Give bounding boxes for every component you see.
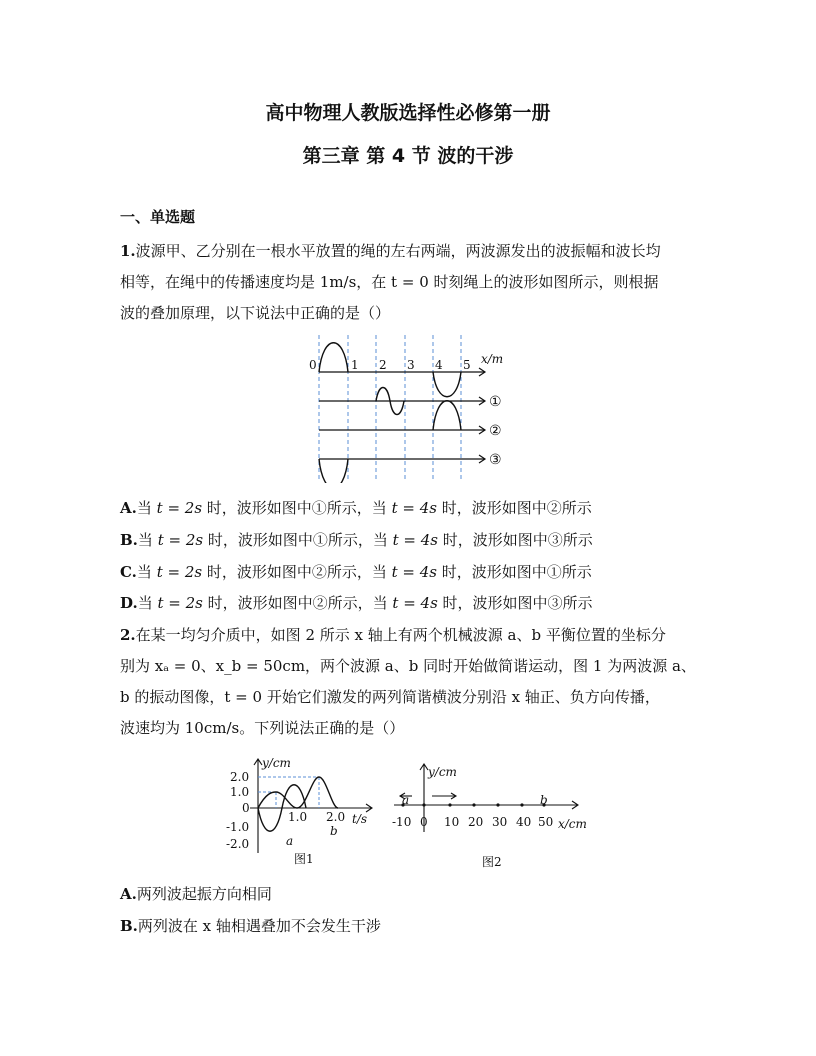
option-text: 当	[136, 563, 157, 581]
q2-option-a[interactable]	[120, 883, 272, 904]
option-text: 两列波在 x 轴相遇叠加不会发生干涉	[137, 917, 381, 935]
option-math: t = 4s	[392, 594, 438, 612]
axis-label: x/m	[481, 352, 504, 366]
option-math: t = 2s	[156, 563, 203, 581]
wave-row2	[433, 401, 461, 430]
option-math: t = 4s	[392, 531, 438, 549]
option-label: A.	[120, 885, 137, 903]
figure-caption: 图2	[482, 855, 502, 869]
option-b[interactable]	[120, 529, 593, 550]
wave-top-right	[433, 372, 461, 397]
question-1-stem	[120, 236, 700, 329]
q2-option-b[interactable]	[120, 915, 381, 936]
question-2-line-1: 在某一均匀介质中，如图 2 所示 x 轴上有两个机械波源 a、b 平衡位置的坐标分	[135, 626, 666, 644]
option-text: 时，波形如图中②所示	[436, 499, 592, 517]
source-b-label: b	[540, 793, 548, 807]
curve-a-label: a	[286, 834, 294, 848]
option-d[interactable]	[120, 592, 593, 613]
question-2-line-4: 波速均为 10cm/s。下列说法正确的是（）	[120, 719, 405, 737]
x-tick: 40	[516, 815, 532, 829]
option-math: t = 2s	[157, 531, 204, 549]
x-tick: 1.0	[288, 810, 308, 824]
option-c[interactable]	[120, 561, 592, 582]
x-tick: 0	[420, 815, 428, 829]
curve-b-label: b	[330, 824, 338, 838]
option-math: t = 2s	[156, 499, 203, 517]
source-position-figure	[392, 760, 602, 875]
tick-label: 3	[407, 358, 415, 372]
tick-label: 5	[463, 358, 471, 372]
x-tick: 50	[538, 815, 554, 829]
wave-top-left	[319, 343, 348, 372]
y-tick: -1.0	[226, 820, 250, 834]
option-math: t = 4s	[391, 499, 437, 517]
y-axis-label: y/cm	[262, 756, 291, 770]
y-tick: 2.0	[230, 770, 250, 784]
x-tick: 30	[492, 815, 508, 829]
vibration-graph-figure	[222, 755, 382, 870]
question-2-line-3: b 的振动图像，t = 0 开始它们激发的两列简谐横波分别沿 x 轴正、负方向传播，	[120, 688, 660, 706]
option-text: 当	[136, 499, 157, 517]
section-heading: 一、单选题	[120, 208, 196, 226]
x-tick: 2.0	[326, 810, 346, 824]
question-2-line-2: 别为 xₐ = 0、x_b = 50cm，两个波源 a、b 同时开始做简谐运动，图 1 为两波源 a、	[120, 657, 696, 675]
question-1-line-3: 波的叠加原理，以下说法中正确的是（）	[120, 304, 391, 322]
tick-label: 1	[351, 358, 359, 372]
x-tick: 10	[444, 815, 460, 829]
y-tick: -2.0	[226, 837, 250, 851]
option-a[interactable]	[120, 497, 592, 518]
tick-label: 0	[309, 358, 317, 372]
option-math: t = 4s	[391, 563, 437, 581]
row-label: ②	[489, 423, 502, 439]
chapter-title: 第三章 第 4 节 波的干涉	[302, 145, 514, 167]
option-label: B.	[120, 917, 138, 935]
option-label: D.	[120, 594, 138, 612]
x-axis-label: t/s	[352, 812, 368, 826]
option-text: 时，波形如图中③所示	[437, 594, 593, 612]
source-a-label: a	[402, 793, 410, 807]
option-text: 时，波形如图中②所示，当	[202, 563, 392, 581]
option-label: A.	[120, 499, 137, 517]
option-label: C.	[120, 563, 137, 581]
question-1-number: 1.	[120, 242, 136, 260]
option-label: B.	[120, 531, 138, 549]
row-label: ③	[489, 452, 502, 468]
y-tick: 0	[242, 801, 250, 815]
y-tick: 1.0	[230, 785, 250, 799]
option-text: 时，波形如图中③所示	[437, 531, 593, 549]
question-2-number: 2.	[120, 626, 136, 644]
option-text: 当	[137, 531, 158, 549]
option-text: 时，波形如图中①所示	[436, 563, 592, 581]
tick-label: 4	[435, 358, 443, 372]
question-1-line-2: 相等，在绳中的传播速度均是 1m/s，在 t = 0 时刻绳上的波形如图所示，则根据	[120, 273, 659, 291]
x-axis-label: x/cm	[558, 817, 587, 831]
option-text: 当	[137, 594, 158, 612]
option-text: 时，波形如图中①所示，当	[202, 499, 392, 517]
option-text: 时，波形如图中①所示，当	[203, 531, 393, 549]
question-2-stem	[120, 620, 700, 744]
option-text: 时，波形如图中②所示，当	[202, 594, 393, 612]
question-1-line-1: 波源甲、乙分别在一根水平放置的绳的左右两端，两波源发出的波振幅和波长均	[135, 242, 661, 260]
option-text: 两列波起振方向相同	[136, 885, 272, 903]
x-tick: 20	[468, 815, 484, 829]
tick-label: 2	[379, 358, 387, 372]
x-tick: -10	[392, 815, 412, 829]
wave-row3	[319, 459, 348, 483]
question-1-wave-figure	[305, 333, 515, 483]
row-label: ①	[489, 394, 502, 410]
y-axis-label: y/cm	[428, 765, 457, 779]
document-title: 高中物理人教版选择性必修第一册	[265, 102, 551, 124]
figure-caption: 图1	[294, 852, 314, 866]
option-math: t = 2s	[157, 594, 203, 612]
